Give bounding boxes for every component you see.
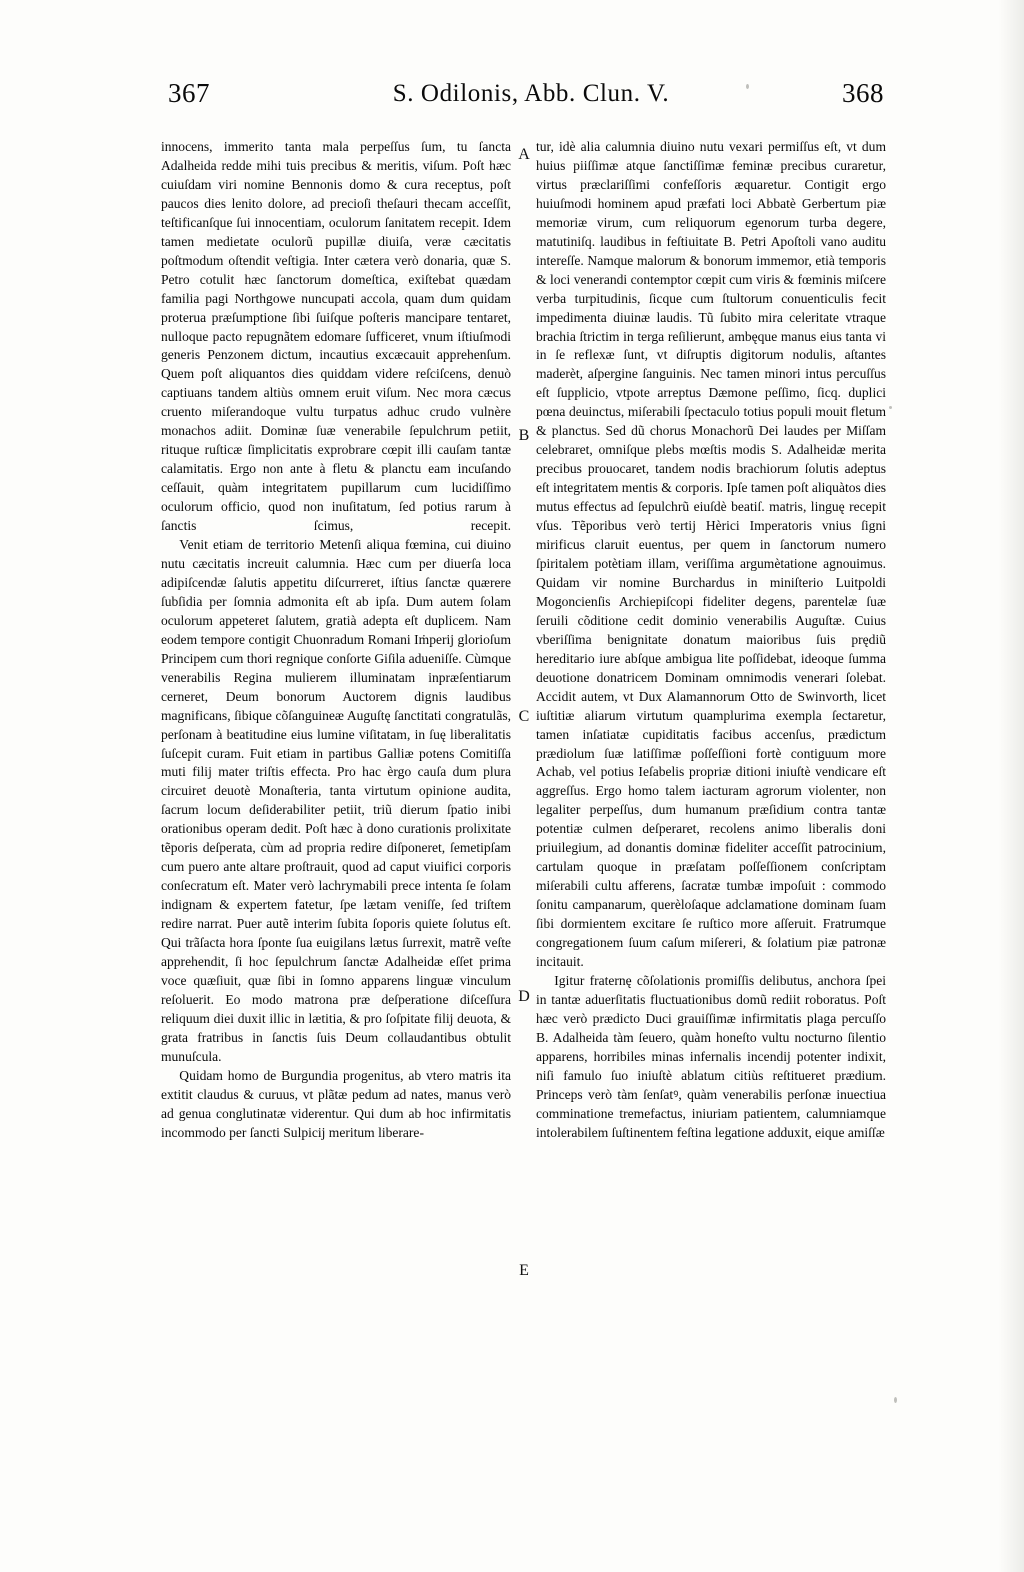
page-title: S. Odilonis, Abb. Clun. V. [392, 80, 670, 107]
running-head [150, 78, 890, 122]
scan-speck [894, 1397, 897, 1403]
paragraph: innocens, immerito tanta mala perpeſſus ſum, tu ſancta Adalheida redde mihi tuis precibus & meritis, viſum. Poſt hæc cuiuſdam viri nomine Bennonis domo & cura receptus, poſt paucos dies lenito dolore, ad precioſi theſauri thecam acceſſit, teſtificanſque ſui innocentiam, oculorum ſanitatem recepit. Idem tamen medietate oculorũ pupillæ diuiſa, veræ cæcitatis poſtmodum oſtendit veſtigia. Inter cætera verò donaria, quæ S. Petro cotulit hæc ſanctorum domeſtica, exiſtebat quædam familia pagi Northgowe nuncupati accola, quam dum quidam proterua præſumptione ſibi ſuiſque poſteris mancipare tentaret, nulloque pacto repugnãtem edomare ſufficeret, vnum iſtiuſmodi generis Penzonem dictum, incautius excæcauit apprehenſum. Quem poſt aliquantos dies quiddam videre reſciſcens, denuò captiuans tandem altiùs omnem eruit viſum. Nec mora cæcus cruento miſerandoque vultu turpatus adhuc crudo vulnère monachos adiit. Dominæ ſuæ venerabile ſepulchrum petiit, rituque ruſticæ ſimplicitatis exprobrare cœpit illi cauſam tantæ calamitatis. Ergo non ante à fletu & planctu eam incuſando ceſſauit, quàm integritatem pupillarum cum lucidiſſimo oculorum officio, quod non inuſitatum, ſed potius rarum à ſanctis ſcimus, recepit. [161, 139, 511, 534]
section-marker-d: D [518, 988, 530, 1005]
section-marker-a: A [518, 146, 530, 163]
scan-speck [889, 406, 892, 409]
folio-number-left: 367 [168, 78, 210, 108]
section-marker-e: E [519, 1262, 529, 1279]
column-right [536, 138, 886, 1143]
folio-number-right: 368 [842, 78, 884, 108]
page-edge-shading [998, 0, 1024, 1572]
paragraph: tur, idè alia calumnia diuino nutu vexari permiſſus eſt, vt dum huius piiſſimæ atque ſanctiſſimæ feminæ precibus curaretur, virtus præclariſſimi confeſſoris æquaretur. Contigit ergo huiuſmodi hominem apud præfati loci Abbatè Gerbertum piæ memoriæ virum, cum reliquorum egenorum turba degere, matutiniſq. laudibus in feſtiuitate B. Petri Apoſtoli vano auditu intereſſe. Namque malorum & bonorum immemor, etià temporis & loci venerandi contemptor cœpit cum viris & fœminis miſcere verba turpitudinis, ſicque cum ſtultorum conuenticulis fecit impedimenta diuinæ laudis. Tũ ſubito mira celeritate vtraque brachia ſtrictim in terga reſilierunt, ambęque manus eius tanta vi in ſe reflexæ ſunt, vt diſruptis digitorum nodulis, aſtantes maderèt, aſpergine ſanguinis. Nec tamen minori intus percuſſus eſt ſupplicio, vtpote arreptus Dæmone peſſimo, ſicq. duplici pœna deuinctus, miſerabili ſpectaculo totius populi mouit fletum & planctus. Sed dũ chorus Monachorũ Dei laudes per Miſſam celebraret, omniſque plebs mœſtis modis S. Adalheidæ merita precibus prouocaret, tandem nodis brachiorum ſolutis adeptus eſt integritatem mentis & corporis. Ipſe tamen poſt aliquàtos dies mutus effectus ad ſepulchrũ eiuſdè beatiſ. matris, linguę recepit vſus. Tẽporibus verò tertij Hèrici Imperatoris vnius ſigni mirificus claruit euentus, per quem in ſanctorum numero ſpiritalem potètiam illam, veriſſima argumètatione agnouimus. Quidam vir nomine Burchardus in miniſterio Luitpoldi Mogoncienſis Archiepiſcopi fideliter degens, parentelæ ſuæ ſeruili cõditione cedit dominio venerabilis Auguſtæ. Cuius vberiſſima benignitate donatum maioribus ſuis prędiũ hereditario iure abſque ambigua lite poſſidebat, ideoque ſumma deuotione donatricem Dominam omnimodis venerari ſolebat. Accidit autem, vt Dux Alamannorum Otto de Swinvorth, licet iuſtitiæ aliarum virtutum quamplurima exempla ſectaretur, tamen inſatiatæ cupiditatis facibus accenſus, prædictum prædiolum ſuæ latiſſimæ poſſeſſioni fortè contiguum more Achab, vel potius Ieſabelis propriæ ditioni iniuſtè vendicare eſt aggreſſus. Ergo homo talem iacturam agrorum violenter, non legaliter perpeſſus, dum humanum præſidium contra tantæ potentiæ culmen deſperaret, recolens animo liberalis doni priuilegium, ad donantis dominæ fideliter acceſſit patrocinium, cartulam quoque in præſatam poſſeſſionem conſcriptam miſerabili cultu afferens, ſacratæ tumbæ impoſuit : commodo ſonitu campanarum, querèloſaque adclamatione dominam ſuam ſibi dormientem excitare ſe ruſtico more aſſeruit. Fratrumque congregationem ſuum caſum miſereri, & ſolatium piæ patronæ incitauit. [536, 139, 886, 969]
paragraph: Quidam homo de Burgundia progenitus, ab vtero matris ita extitit claudus & curuus, vt plãtæ pedum ad nates, manus verò ad genua conglutinatæ viderentur. Qui dum ab hoc infirmitatis incommodo per ſancti Sulpicij meritum liberare- [161, 1067, 511, 1140]
paragraph: Venit etiam de territorio Metenſi aliqua fœmina, cui diuino nutu cæcitatis increuit calumnia. Hæc cum per diuerſa loca adipiſcendæ ſalutis appetitu diſcurreret, iſtius ſanctæ quærere ſubſidia per ſomnia admonita eſt ab ipſa. Dum autem ſolam oculorum appeteret ſalutem, gratià adepta eſt duplicem. Nam eodem tempore contigit Chuonradum Romani Iṁperij glorioſum Principem cum thori regnique conſorte Giſila adueniſſe. Cùmque venerabilis Regina mulierem illuminatam inpræſentiarum cerneret, Deum bonorum Auctorem dignis laudibus magnificans, ſibique cõſanguineæ Auguſtę ſanctitati congratulãs, perſonam à beatitudine eius lumine viſitatam, in ſuę liberalitatis ſuſcepit curam. Fuit etiam in partibus Galliæ potens Comitiſſa muti filij mater triſtis effecta. Pro hac èrgo cauſa dum plura circuiret deuotè Monaſteria, tanta virtutum opinione audita, ſacrum locum deſiderabiliter petiit, triũ dierum ſpatio inibi orationibus operam dedit. Poſt hæc à dono curationis prolixitate tẽporis deſperata, cùm ad propria redire diſponeret, ſemetipſam cum puero ante altare proſtrauit, quod ad caput viuifici corporis conſecratum eſt. Mater verò lachrymabili prece intenta ſe ſolam indignam & expertem fatetur, ſpe lætam veniſſe, ſed triſtem redire narrat. Puer autẽ interim ſubita ſoporis quiete ſolutus eſt. Qui trãſacta hora ſponte ſua euigilans lætus ſurrexit, matrẽ veſte apprehendit, ſi hoc ſepulchrum ſanctæ Adalheidæ eſſet prima voce quæſiuit, quæ ſibi in ſomno apparens linguæ vinculum reſoluerit. Eo modo matrona præ deſperatione diſceſſura reliquum diei duxit illic in lætitia, & pro ſoſpitate filij deuota, & grata fratribus in ſanctis ſuis Deum collaudantibus obtulit munuſcula. [161, 537, 511, 1064]
paragraph: Igitur fraternę cõſolationis promiſſis delibutus, anchora ſpei in tantæ aduerſitatis fluctuationibus domũ rediit roboratus. Poſt hæc verò prædicto Duci grauiſſimæ infirmitatis plaga percuſſo B. Adalheida tàm ſeuero, quàm honeſto vultu nocturno ſilentio apparens, horribiles minas infernalis incendij potenter indixit, niſi famulo ſuo iniuſtè ablatum citiùs reſtitueret prædium. Princeps verò tàm ſenſatꝰ, quàm venerabilis perſonæ inuectiua comminatione tremefactus, iniuriam patientem, calumniamque intolerabilem ſuſtinentem feſtina legatione adduxit, eique amiſſæ [536, 972, 886, 1140]
scan-speck [746, 84, 749, 89]
section-marker-b: B [518, 427, 530, 444]
column-left [161, 138, 511, 1143]
section-marker-c: C [518, 708, 530, 725]
